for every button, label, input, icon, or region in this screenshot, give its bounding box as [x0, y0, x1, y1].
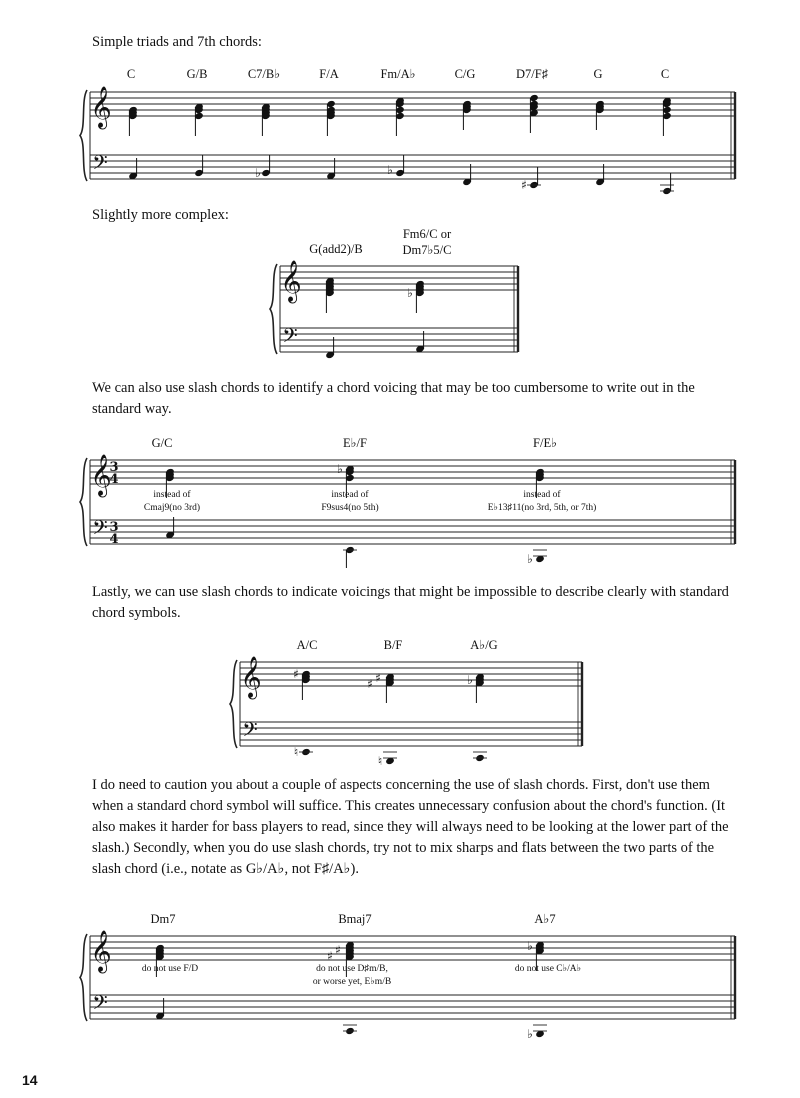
system3-time-sig-bottom: 4: [109, 472, 119, 487]
system1-flat-icon: ♭: [255, 166, 261, 180]
system1-flat-icon: ♭: [387, 163, 393, 177]
system1-chord-symbol: F/A: [319, 67, 339, 81]
system3-chord-symbol: F/E♭: [533, 436, 557, 450]
system3-chord-symbol: G/C: [151, 436, 173, 450]
intro-impossible-voicings: Lastly, we can use slash chords to indicate voicings that might be impossible to describe clearly with standard chord symbols.: [92, 584, 729, 621]
system1-chord-symbol: D7/F♯: [516, 67, 548, 81]
system4-brace: [230, 660, 237, 748]
system3-instead-of-note: instead of: [331, 490, 369, 500]
system3-treble-clef-icon: 𝄞: [90, 455, 112, 496]
system5-sharp-icon: ♯: [335, 943, 341, 957]
system1-chord-symbol: Fm/A♭: [380, 67, 416, 81]
system1-bass-clef-icon: 𝄢: [92, 151, 108, 179]
system4-sharp-icon: ♯: [367, 677, 373, 691]
system5-do-not-use-note: do not use F/D: [141, 964, 199, 974]
system4-chord-symbol: B/F: [383, 638, 403, 652]
intro-slightly-complex: Slightly more complex:: [92, 207, 229, 223]
system5-flat-icon: ♭: [527, 939, 533, 953]
system1-chord-symbol: C: [126, 67, 136, 81]
system5-chord-symbol: Dm7: [150, 912, 176, 926]
system3-time-sig-top: 3: [109, 460, 119, 475]
system1-chord-symbol: C7/B♭: [247, 67, 281, 81]
system5-chord-symbol: Bmaj7: [338, 912, 372, 926]
system2-bass-clef-icon: 𝄢: [282, 324, 298, 352]
system3-instead-of-note: instead of: [153, 490, 191, 500]
system3-brace: [80, 458, 87, 546]
system5-brace: [80, 934, 87, 1021]
system1-sharp-icon: ♯: [521, 178, 527, 192]
system4-flat-icon: ♭: [467, 673, 473, 687]
system3-bass-time-sig-bottom: 4: [109, 532, 119, 547]
system3-instead-of-note: F9sus4(no 5th): [321, 503, 379, 513]
system4-sharp-icon: ♯: [375, 671, 381, 685]
system1-treble-clef-icon: 𝄞: [90, 87, 112, 128]
system3-flat-icon: ♭: [337, 462, 343, 476]
system5-chord-symbol: A♭7: [534, 912, 556, 926]
system2-chord-symbol: Fm6/C or: [402, 227, 452, 241]
system3-flat-icon: ♭: [527, 552, 533, 566]
system5-do-not-use-note: do not use D♯m/B,: [316, 964, 388, 974]
system3-bass-time-sig-top: 3: [109, 520, 119, 535]
intro-voicing: We can also use slash chords to identify a chord voicing that may be too cumbersome to write out in the standard way.: [92, 380, 695, 417]
system5-do-not-use-note: or worse yet, E♭m/B: [312, 977, 392, 987]
system5-sharp-icon: ♯: [327, 949, 333, 963]
system2-chord-symbol: G(add2)/B: [309, 242, 363, 256]
system4-bass-clef-icon: 𝄢: [242, 718, 258, 746]
system1-chord-symbol: C: [660, 67, 670, 81]
system5-do-not-use-note: do not use C♭/A♭: [514, 964, 582, 974]
system2-chord-symbol: Dm7♭5/C: [402, 243, 452, 257]
system3-instead-of-note: instead of: [523, 490, 561, 500]
system1-chord-symbol: G/B: [186, 67, 208, 81]
system5-bass-clef-icon: 𝄢: [92, 991, 108, 1019]
system3-bass-clef-icon: 𝄢: [92, 516, 108, 544]
system4-sharp-icon: ♯: [293, 667, 299, 681]
system1-brace: [80, 90, 87, 181]
system4-natural-icon: ♮: [377, 754, 383, 768]
system3-instead-of-note: E♭13♯11(no 3rd, 5th, or 7th): [487, 503, 597, 513]
intro-simple-triads: Simple triads and 7th chords:: [92, 34, 262, 50]
system5-flat-icon: ♭: [527, 1027, 533, 1041]
system1-chord-symbol: C/G: [454, 67, 476, 81]
system4-chord-symbol: A/C: [296, 638, 318, 652]
system3-chord-symbol: E♭/F: [343, 436, 367, 450]
caution-paragraph: I do need to caution you about a couple of aspects concerning the use of slash chords. First, don't use them when a standard chord symbol will suffice. This creates unnecessary confusion about the chord's function. (It also makes it harder for bass players to read, since they will always need to be looking at the lower part of the slash.) Secondly, when you do use slash chords, try not to mix sharps and flats between the two parts of the slash chord (i.e., notate as G♭/A♭, not F♯/A♭).: [92, 777, 729, 877]
system1-chord-symbol: G: [593, 67, 603, 81]
system2-flat-icon: ♭: [407, 286, 413, 300]
system3-instead-of-note: Cmaj9(no 3rd): [143, 503, 201, 513]
system4-natural-icon: ♮: [293, 745, 299, 759]
system4-chord-symbol: A♭/G: [470, 638, 498, 652]
system4-treble-clef-icon: 𝄞: [240, 657, 262, 698]
system5-treble-clef-icon: 𝄞: [90, 931, 112, 972]
system2-brace: [270, 264, 277, 354]
system2-treble-clef-icon: 𝄞: [280, 261, 302, 302]
page-number: 14: [22, 1072, 38, 1088]
